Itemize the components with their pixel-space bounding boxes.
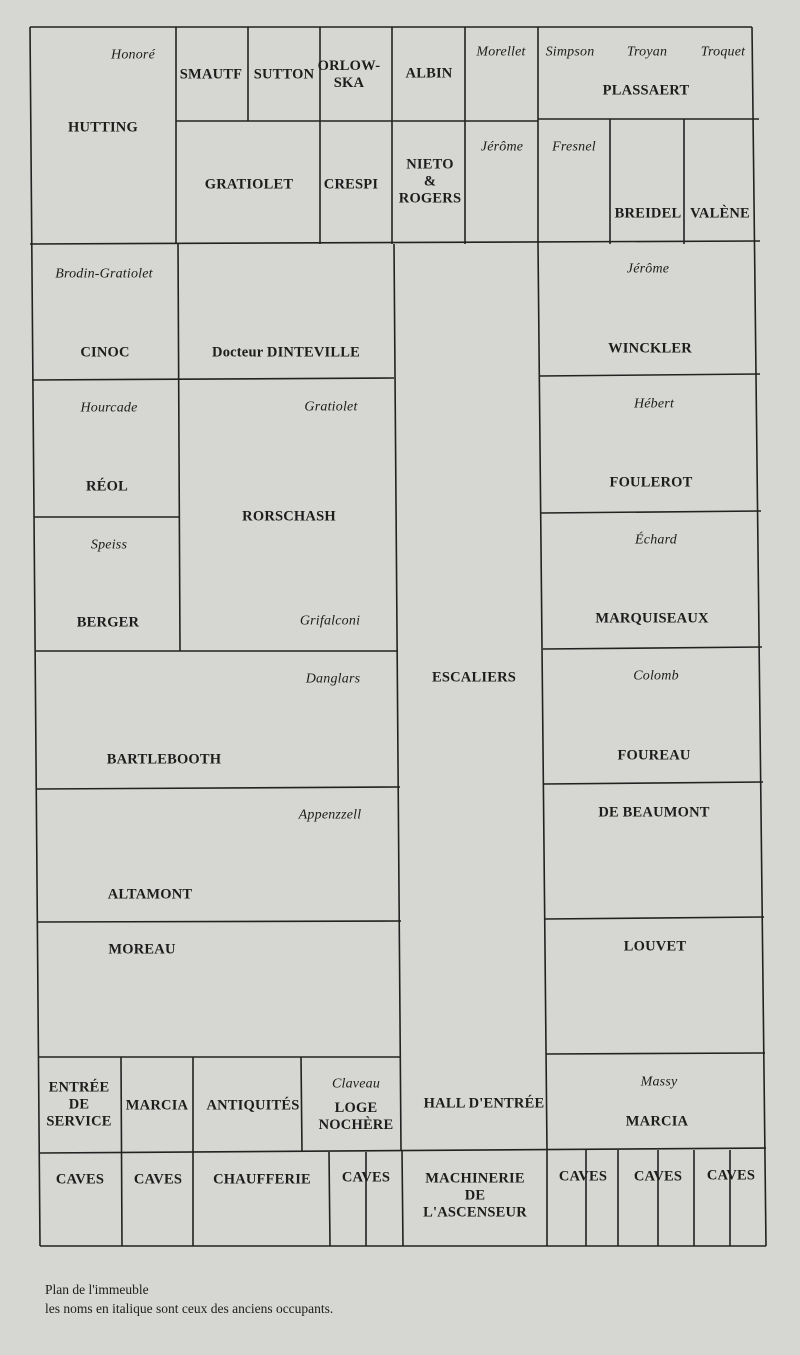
label-jerome: Jérôme [626,261,670,277]
label-docteur-dinteville: Docteur DINTEVILLE [212,344,360,361]
wall-line [752,27,766,1246]
label-grifalconi: Grifalconi [299,613,361,629]
wall-line [541,511,761,513]
wall-line [538,244,547,1150]
label-hall-entree: HALL D'ENTRÉE [423,1095,545,1112]
label-caves-1: CAVES [55,1171,105,1188]
wall-line [402,1150,403,1246]
label-cinoc: CINOC [80,344,130,361]
label-danglars: Danglars [305,671,361,687]
label-simpson: Simpson [545,44,595,60]
label-bartlebooth: BARTLEBOOTH [106,751,222,768]
label-foureau: FOUREAU [617,747,691,764]
label-gratiolet-italic: Gratiolet [304,399,358,415]
label-nieto-rogers: NIETO & ROGERS [398,156,462,207]
wall-line [546,1053,765,1054]
label-reol: RÉOL [86,478,128,495]
wall-line [544,782,763,784]
label-hebert: Hébert [633,396,675,412]
label-marcia-right: MARCIA [625,1113,689,1130]
label-crespi: CRESPI [323,176,379,193]
wall-line [37,787,400,789]
caption-title: Plan de l'immeuble [45,1282,149,1297]
label-valene: VALÈNE [690,205,750,222]
caption-note: les noms en italique sont ceux des anciens occupants. [45,1301,334,1316]
label-foulerot: FOULEROT [609,474,693,491]
label-chaufferie: CHAUFFERIE [213,1171,311,1188]
label-caves-3: CAVES [341,1169,391,1186]
label-winckler: WINCKLER [608,340,692,357]
wall-line [32,378,394,380]
label-echard: Échard [635,532,677,548]
label-gratiolet: GRATIOLET [204,176,294,193]
wall-line [545,917,764,919]
label-antiquites: ANTIQUITÉS [206,1097,300,1114]
label-entree-service: ENTRÉE DE SERVICE [46,1079,112,1130]
label-hutting: HUTTING [68,119,138,136]
wall-line [30,241,760,244]
wall-line [121,1057,122,1246]
label-rorschash: RORSCHASH [242,508,336,525]
label-caves-4: CAVES [558,1168,608,1185]
label-berger: BERGER [76,614,140,631]
label-colomb: Colomb [633,668,679,684]
label-albin: ALBIN [405,65,453,82]
label-breidel: BREIDEL [614,205,682,222]
label-appenzzell: Appenzzell [298,807,362,823]
label-de-beaumont: DE BEAUMONT [598,804,710,821]
wall-line [38,921,401,922]
label-massy: Massy [640,1074,678,1090]
label-marcia-ground: MARCIA [125,1097,189,1114]
label-brodin-gratiolet: Brodin-Gratiolet [55,266,153,282]
label-jerome-top: Jérôme [480,139,524,155]
wall-line [301,1057,302,1152]
label-smautf: SMAUTF [179,66,243,83]
wall-line [394,244,401,1150]
label-escaliers: ESCALIERS [432,669,516,686]
wall-line [540,374,760,376]
label-plassaert: PLASSAERT [602,82,690,99]
label-louvet: LOUVET [623,938,687,955]
wall-line [329,1152,330,1246]
label-caves-5: CAVES [633,1168,683,1185]
wall-line [40,1148,766,1153]
wall-line [543,647,762,649]
wall-line [30,27,40,1246]
label-altamont: ALTAMONT [107,886,193,903]
label-claveau: Claveau [331,1076,381,1092]
label-troquet: Troquet [700,44,746,60]
label-troyan: Troyan [626,44,668,60]
label-sutton: SUTTON [253,66,315,83]
label-marquiseaux: MARQUISEAUX [595,610,709,627]
label-machinerie: MACHINERIE DE L'ASCENSEUR [423,1170,527,1221]
label-honore: Honoré [111,47,155,63]
plan-caption [45,1280,333,1318]
label-loge-nochere: LOGE NOCHÈRE [318,1099,394,1133]
label-hourcade: Hourcade [80,400,138,416]
label-orlowska: ORLOW- SKA [317,57,381,91]
label-fresnel: Fresnel [552,139,596,155]
label-speiss: Speiss [90,537,128,553]
label-morellet: Morellet [476,44,526,60]
wall-line [178,244,180,651]
label-moreau: MOREAU [108,941,176,958]
label-caves-6: CAVES [706,1167,756,1184]
label-caves-2: CAVES [133,1171,183,1188]
